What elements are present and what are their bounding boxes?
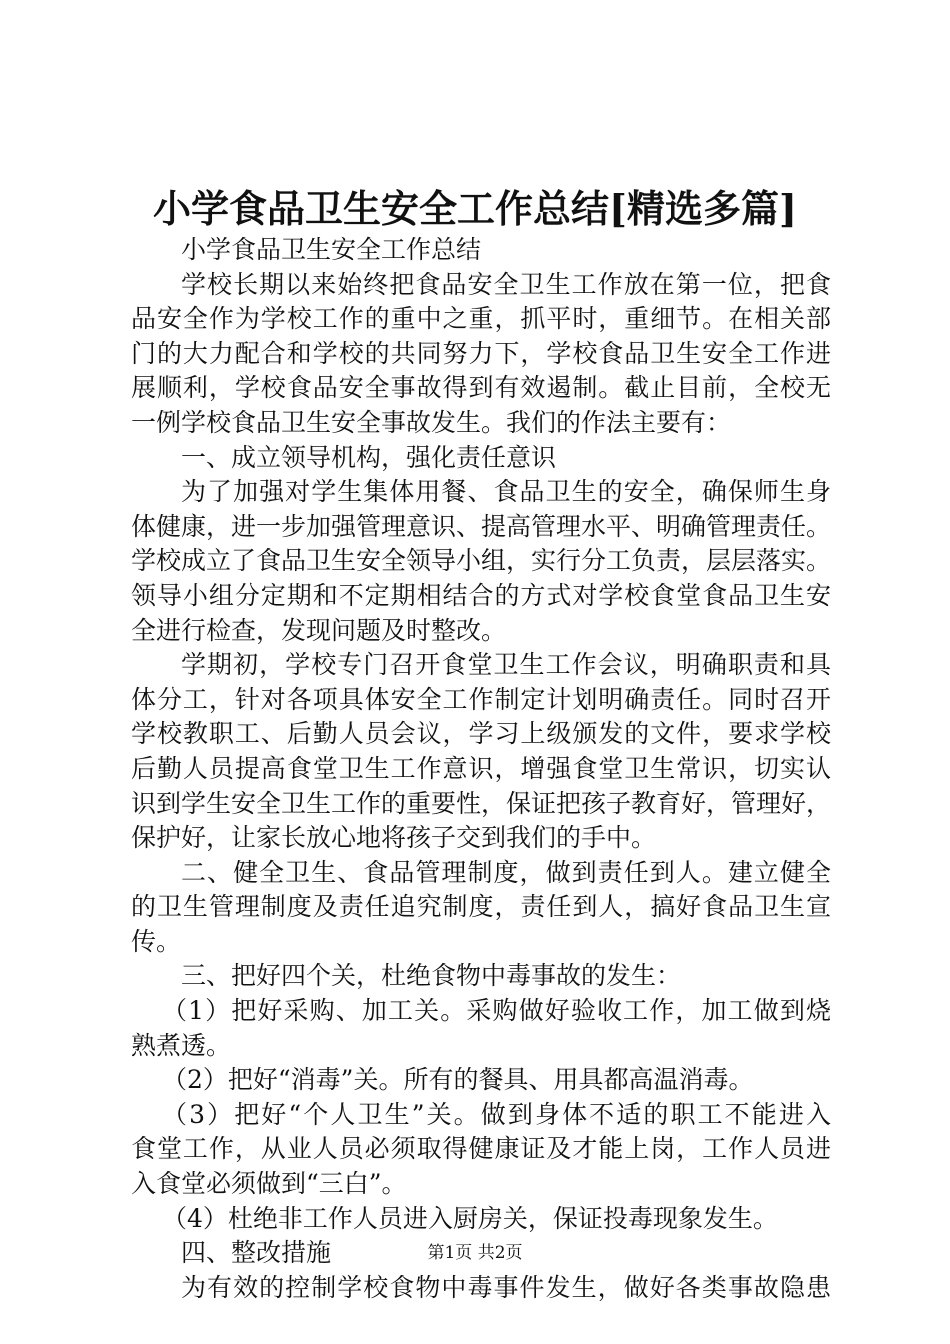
text-line: 传。 — [131, 926, 182, 956]
text-line: 后勤人员提高食堂卫生工作意识，增强食堂卫生常识，切实认 — [131, 753, 831, 783]
text-line: 全进行检查，发现问题及时整改。 — [131, 615, 507, 645]
text-line: （2）把好“消毒”关。所有的餐具、用具都高温消毒。 — [162, 1065, 754, 1095]
text-line: 学校长期以来始终把食品安全卫生工作放在第一位，把食 — [181, 269, 831, 299]
text-line: 保护好，让家长放心地将孩子交到我们的手中。 — [131, 823, 657, 853]
text-line: 体分工，针对各项具体安全工作制定计划明确责任。同时召开 — [131, 684, 831, 714]
text-line: 学校教职工、后勤人员会议，学习上级颁发的文件，要求学校 — [131, 719, 831, 749]
text-line: 为有效的控制学校食物中毒事件发生，做好各类事故隐患 — [181, 1272, 831, 1302]
text-line: 展顺利，学校食品安全事故得到有效遏制。截止目前，全校无 — [131, 373, 831, 403]
text-line: 一例学校食品卫生安全事故发生。我们的作法主要有： — [131, 407, 732, 437]
text-line: 食堂工作，从业人员必须取得健康证及才能上岗，工作人员进 — [131, 1134, 831, 1164]
text-line: 四、整改措施 — [181, 1238, 332, 1268]
text-line: （4）杜绝非工作人员进入厨房关，保证投毒现象发生。 — [162, 1203, 778, 1233]
text-line: 领导小组分定期和不定期相结合的方式对学校食堂食品卫生安 — [131, 580, 831, 610]
text-line: 的卫生管理制度及责任追究制度，责任到人，搞好食品卫生宣 — [131, 892, 831, 922]
text-line: 熟煮透。 — [131, 1030, 232, 1060]
document-title: 小学食品卫生安全工作总结[精选多篇] — [153, 186, 797, 231]
text-line: （1）把好采购、加工关。采购做好验收工作，加工做到烧 — [162, 996, 831, 1026]
text-line: 品安全作为学校工作的重中之重，抓平时，重细节。在相关部 — [131, 304, 831, 334]
text-line: 学校成立了食品卫生安全领导小组，实行分工负责，层层落实。 — [131, 546, 832, 576]
text-line: 一、成立领导机构，强化责任意识 — [181, 442, 557, 472]
text-line: （3）把好“个人卫生”关。做到身体不适的职工不能进入 — [162, 1099, 831, 1129]
text-line: 二、健全卫生、食品管理制度，做到责任到人。建立健全 — [181, 857, 831, 887]
text-line: 入食堂必须做到“三白”。 — [131, 1169, 407, 1199]
text-line: 学期初，学校专门召开食堂卫生工作会议，明确职责和具 — [181, 650, 831, 680]
text-line: 体健康，进一步加强管理意识、提高管理水平、明确管理责任。 — [131, 511, 832, 541]
text-line: 识到学生安全卫生工作的重要性，保证把孩子教育好，管理好， — [131, 788, 832, 818]
text-line: 三、把好四个关，杜绝食物中毒事故的发生： — [181, 961, 682, 991]
text-line: 为了加强对学生集体用餐、食品卫生的安全，确保师生身 — [181, 477, 831, 507]
document-body — [131, 233, 831, 1305]
page-footer: 第1页 共2页 — [427, 1243, 523, 1263]
text-line: 小学食品卫生安全工作总结 — [181, 235, 482, 264]
text-line: 门的大力配合和学校的共同努力下，学校食品卫生安全工作进 — [131, 338, 831, 368]
